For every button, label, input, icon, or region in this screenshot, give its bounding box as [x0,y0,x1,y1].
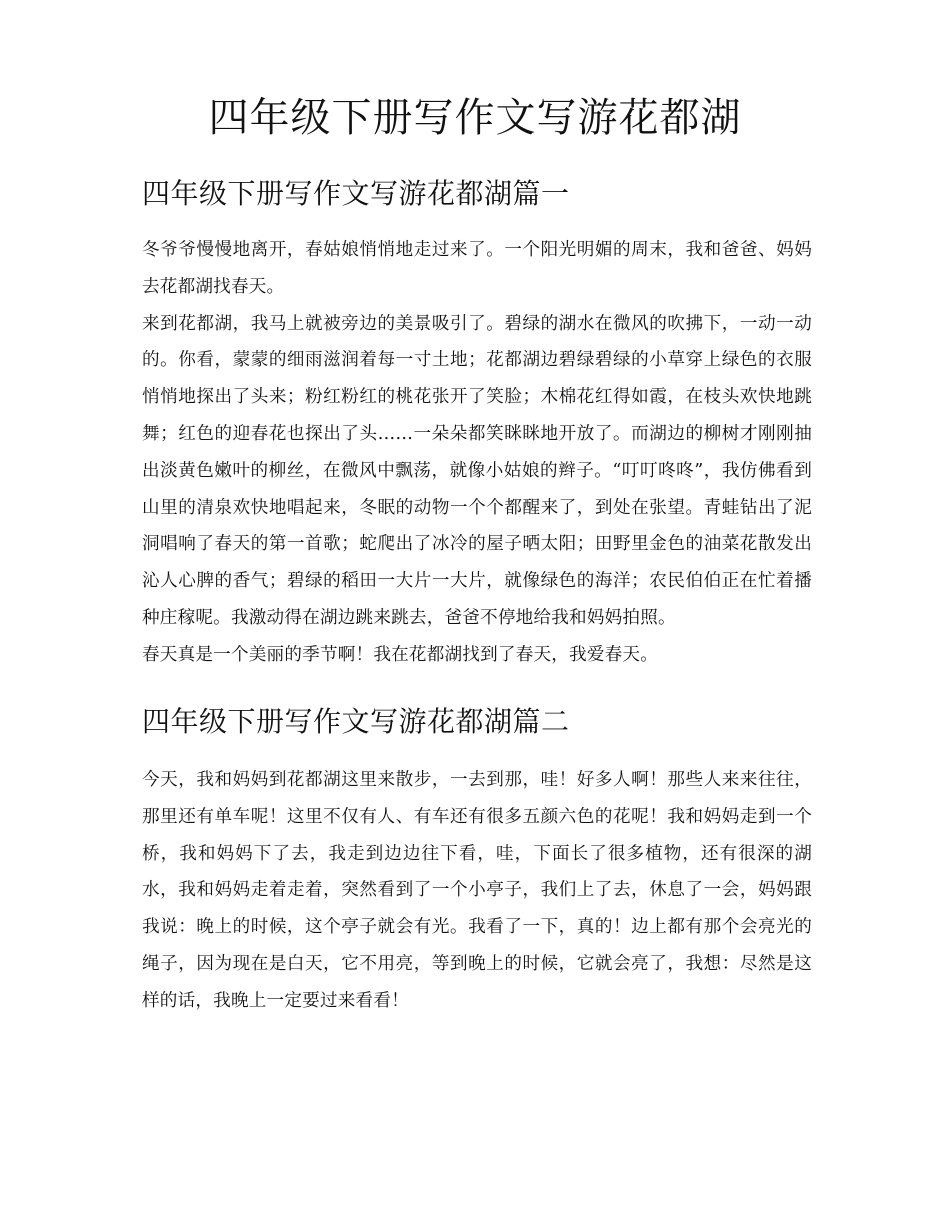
section-2 [142,702,812,1020]
paragraph: 今天，我和妈妈到花都湖这里来散步，一去到那，哇！好多人啊！那些人来来往往，那里还有单车呢！这里不仅有人、有车还有很多五颜六色的花呢！我和妈妈走到一个桥，我和妈妈下了去，我走到边边往下看，哇，下面长了很多植物，还有很深的湖水，我和妈妈走着走着，突然看到了一个小亭子，我们上了去，休息了一会，妈妈跟我说：晚上的时候，这个亭子就会有光。我看了一下，真的！边上都有那个会亮光的绳子，因为现在是白天，它不用亮，等到晚上的时候，它就会亮了，我想：尽然是这样的话，我晚上一定要过来看看！ [142,770,812,1011]
paragraph: 春天真是一个美丽的季节啊！我在花都湖找到了春天，我爱春天。 [142,644,659,665]
paragraph: 来到花都湖，我马上就被旁边的美景吸引了。碧绿的湖水在微风的吹拂下，一动一动的。你看，蒙蒙的细雨滋润着每一寸土地；花都湖边碧绿碧绿的小草穿上绿色的衣服悄悄地探出了头来；粉红粉红的桃花张开了笑脸；木棉花红得如霞，在枝头欢快地跳舞；红色的迎春花也探出了头……一朵朵都笑眯眯地开放了。而湖边的柳树才刚刚抽出淡黄色嫩叶的柳丝，在微风中飘荡，就像小姑娘的辫子。“叮叮咚咚”，我仿佛看到山里的清泉欢快地唱起来，冬眠的动物一个个都醒来了，到处在张望。青蛙钻出了泥洞唱响了春天的第一首歌；蛇爬出了冰冷的屋子晒太阳；田野里金色的油菜花散发出沁人心脾的香气；碧绿的稻田一大片一大片，就像绿色的海洋；农民伯伯正在忙着播种庄稼呢。我激动得在湖边跳来跳去，爸爸不停地给我和妈妈拍照。 [142,313,812,628]
section-1 [142,174,812,674]
document-title: 四年级下册写作文写游花都湖 [208,95,742,141]
section-heading: 四年级下册写作文写游花都湖篇二 [142,705,570,738]
paragraph: 冬爷爷慢慢地离开，春姑娘悄悄地走过来了。一个阳光明媚的周末，我和爸爸、妈妈去花都湖找春天。 [142,240,812,297]
section-heading: 四年级下册写作文写游花都湖篇一 [142,177,570,210]
section-body [142,232,812,674]
section-body [142,762,812,1020]
